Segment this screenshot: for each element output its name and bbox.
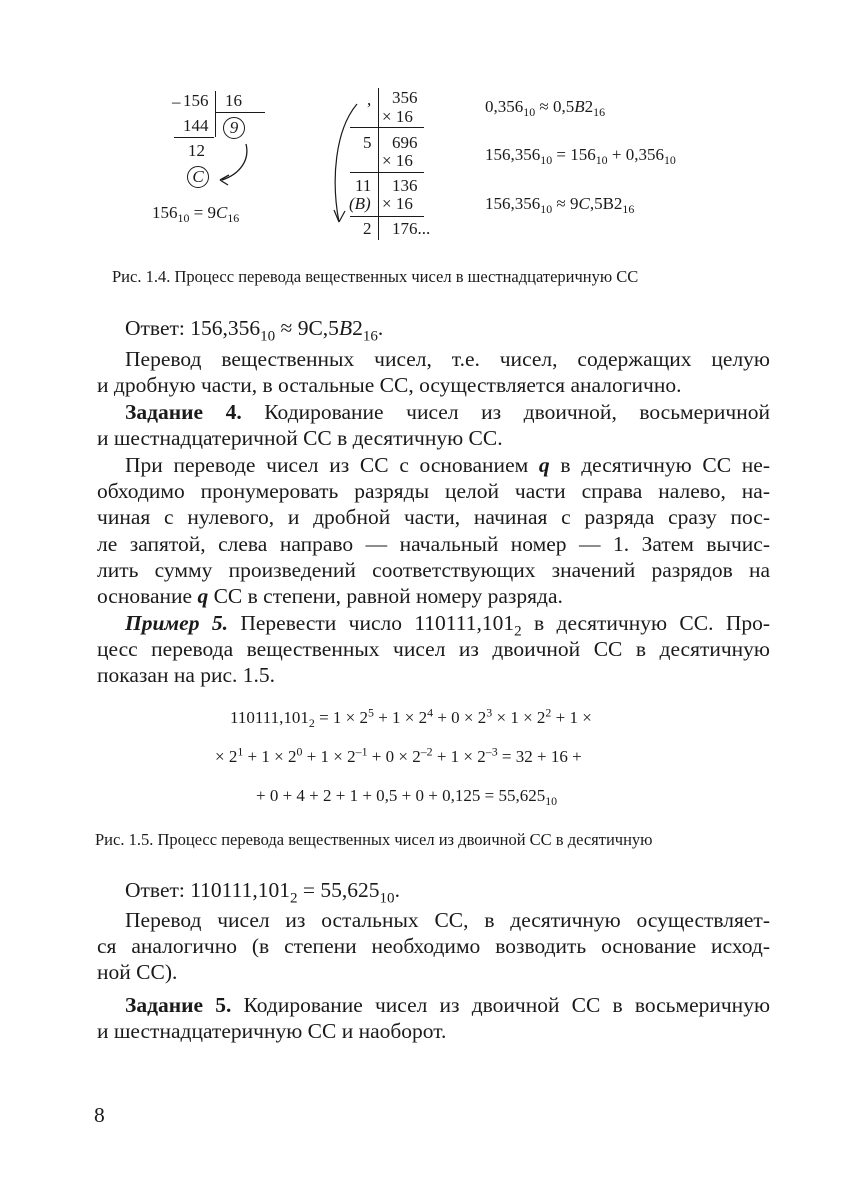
- figure-1-4-caption: Рис. 1.4. Процесс перевода вещественных чисел в шестнадцатеричную СС: [112, 267, 639, 286]
- digit-3: 2: [363, 219, 372, 238]
- paragraph-line: лить сумму произведений соответствующих значений разрядов на: [97, 557, 770, 582]
- subtrahend: 144: [183, 116, 209, 135]
- paragraph-line: и дробную части, в остальные СС, осуществляется аналогично.: [97, 373, 682, 398]
- divisor: 16: [225, 91, 242, 110]
- equation-line-1: $110111,101_2 = 1 \times 2^5 + 1 \times 2^4 + 0 \times 2^3 \times 1 \times 2^2 + 1$ ×: [230, 705, 592, 731]
- paragraph-line: ся аналогично (в степени необходимо возводить основание исход-: [97, 934, 770, 959]
- paragraph-line: ле запятой, слева направо — начальный номер — 1. Затем вычис-: [97, 531, 770, 556]
- mult-row-3: 136: [392, 176, 418, 195]
- task-4-line-1: Задание 4. Кодирование чисел из двоичной, восьмеричной: [125, 400, 770, 424]
- division-result: $156_{10} = 9C_{16}$: [152, 203, 240, 226]
- example-5-label: Пример 5.: [125, 611, 228, 635]
- mult-factor-2: × 16: [382, 151, 413, 170]
- paragraph-line: Перевод чисел из остальных СС, в десятичную осуществляет-: [125, 908, 770, 932]
- equation-line-2: × $2^1 + 1 \times 2^0 + 1 \times 2^{-1} + 0 \times 2^{-2} + 1 \times 2^{-3} = 32 + 16$ +: [215, 744, 582, 766]
- paragraph-other-bases: [97, 907, 770, 986]
- paragraph-line: показан на рис. 1.5.: [97, 663, 276, 688]
- mult-factor-1: × 16: [382, 107, 413, 126]
- task-4: [97, 399, 770, 451]
- mult-line-3: [350, 216, 424, 217]
- paragraph-line: При переводе чисел из СС с основанием q в десятичную СС не-: [125, 453, 770, 477]
- subtraction-line: [174, 137, 214, 138]
- paragraph-line: чиная с нулевого, и дробной части, начиная с разряда сразу пос-: [97, 505, 770, 530]
- division-horizontal-line: [215, 112, 265, 113]
- answer-1: Ответ: $156,356_{10} \approx 9С,5B2_{16}$.: [125, 316, 384, 345]
- curved-arrow-icon: [210, 140, 260, 190]
- minus-sign: –: [172, 92, 181, 111]
- dividend: 156: [183, 91, 209, 110]
- task-5: [97, 992, 770, 1044]
- digit-2: 11: [355, 176, 372, 195]
- paragraph-real-numbers: [97, 346, 770, 398]
- digit-1: 5: [363, 133, 372, 152]
- remainder-hex-circled: C: [187, 166, 209, 188]
- remainder: 12: [188, 141, 205, 160]
- paragraph-line: основание q СС в степени, равной номеру разряда.: [97, 583, 563, 608]
- task-4-line-2: и шестнадцатеричной СС в десятичную СС.: [97, 426, 503, 451]
- paragraph-line: Перевод вещественных чисел, т.е. чисел, содержащих целую: [125, 347, 770, 371]
- equation-1: $0,356_{10} \approx 0,5B2_{16}$: [485, 97, 606, 120]
- paragraph-line: цесс перевода вещественных чисел из двоичной СС в десятичную: [97, 637, 770, 662]
- digit-2-hex: (B): [349, 194, 371, 213]
- division-vertical-line: [215, 91, 216, 137]
- equation-2: $156,356_{10} = 156_{10} + 0,356_{10}$: [485, 145, 676, 168]
- example-5: [97, 610, 770, 689]
- mult-vertical-line: [378, 88, 379, 240]
- mult-factor-3: × 16: [382, 194, 413, 213]
- mult-row-4: 176...: [392, 219, 431, 238]
- task-5-label: Задание 5.: [125, 993, 232, 1017]
- page-number: 8: [94, 1103, 105, 1127]
- task-5-line-2: и шестнадцатеричную СС и наоборот.: [97, 1019, 447, 1044]
- figure-1-5-caption: Рис. 1.5. Процесс перевода вещественных чисел из двоичной СС в десятичную: [95, 830, 653, 849]
- mult-row-1: 356: [392, 88, 418, 107]
- mult-line-2: [350, 172, 424, 173]
- example-5-line-1: Пример 5. Перевести число $110111,101_2$ в десятичную СС. Про-: [125, 611, 771, 640]
- mult-row-2: 696: [392, 133, 418, 152]
- paragraph-line: ной СС).: [97, 960, 178, 985]
- paragraph-base-q: [97, 452, 770, 609]
- equation-line-3: + $0 + 4 + 2 + 1 + 0,5 + 0 + 0,125 = 55,625_{10}$: [256, 786, 558, 809]
- comma: ,: [367, 90, 372, 109]
- task-4-label: Задание 4.: [125, 400, 242, 424]
- task-5-line-1: Задание 5. Кодирование чисел из двоичной СС в восьмеричную: [125, 993, 771, 1017]
- mult-line-1: [350, 127, 424, 128]
- answer-2: Ответ: $110111,101_2 = 55,625_{10}$.: [125, 878, 400, 907]
- paragraph-line: обходимо пронумеровать разряды целой части справа налево, на-: [97, 479, 770, 504]
- quotient-circled: 9: [223, 117, 245, 139]
- equation-3: $156,356_{10} \approx 9C,5B2_{16}$: [485, 194, 635, 217]
